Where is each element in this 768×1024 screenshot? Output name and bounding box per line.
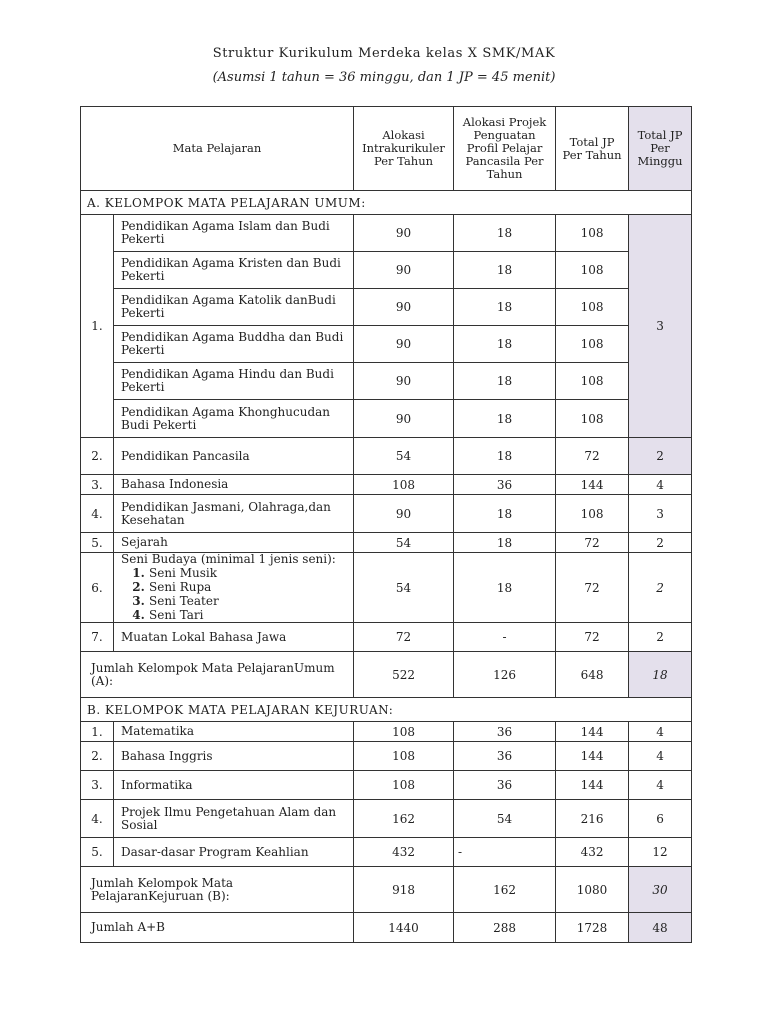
table-row (81, 475, 692, 495)
subject-name: Dasar-dasar Program Keahlian (114, 838, 354, 867)
total-year-value: 108 (556, 326, 629, 363)
subject-name: Pendidikan Pancasila (114, 438, 354, 475)
total-year-value: 108 (556, 215, 629, 252)
document-title: Struktur Kurikulum Merdeka kelas X SMK/MAK (212, 46, 556, 61)
jumlah-a-label: Jumlah Kelompok Mata PelajaranUmum (A): (81, 652, 354, 698)
seni-option: 3. Seni Teater (149, 594, 349, 608)
projek-value: 18 (454, 252, 556, 289)
subject-name: Bahasa Inggris (114, 742, 354, 771)
projek-value: 18 (454, 326, 556, 363)
row-number: 1. (81, 215, 114, 438)
total-week-value: 2 (629, 438, 692, 475)
header-mata-pelajaran: Mata Pelajaran (81, 107, 354, 191)
intra-value: 108 (354, 771, 454, 800)
table-row (81, 252, 692, 289)
subject-name: Pendidikan Agama Kristen dan Budi Pekerti (114, 252, 354, 289)
total-week-value: 2 (629, 553, 692, 623)
jumlah-a-projek: 126 (454, 652, 556, 698)
header-intrakurikuler: Alokasi Intrakurikuler Per Tahun (354, 107, 454, 191)
total-week-value: 2 (629, 533, 692, 553)
total-year-value: 108 (556, 252, 629, 289)
total-week-value: 3 (629, 215, 692, 438)
total-year-value: 108 (556, 363, 629, 400)
total-year-value: 108 (556, 495, 629, 533)
curriculum-table (80, 106, 692, 943)
table-row (81, 438, 692, 475)
row-number: 6. (81, 553, 114, 623)
total-week-value: 3 (629, 495, 692, 533)
projek-value: - (454, 623, 556, 652)
subject-name: Pendidikan Agama Khonghucudan Budi Pekerti (114, 400, 354, 438)
intra-value: 108 (354, 475, 454, 495)
row-number: 1. (81, 722, 114, 742)
subject-name: Muatan Lokal Bahasa Jawa (114, 623, 354, 652)
projek-value: 36 (454, 771, 556, 800)
projek-value: - (454, 838, 556, 867)
row-number: 7. (81, 623, 114, 652)
intra-value: 54 (354, 533, 454, 553)
intra-value: 432 (354, 838, 454, 867)
table-row (81, 495, 692, 533)
total-year-value: 72 (556, 533, 629, 553)
total-year-value: 72 (556, 438, 629, 475)
jumlah-ab-label: Jumlah A+B (81, 913, 354, 943)
intra-value: 108 (354, 742, 454, 771)
total-week-value: 4 (629, 722, 692, 742)
total-year-value: 144 (556, 742, 629, 771)
intra-value: 90 (354, 495, 454, 533)
total-year-value: 108 (556, 400, 629, 438)
jumlah-a-row (81, 652, 692, 698)
row-number: 3. (81, 771, 114, 800)
projek-value: 18 (454, 363, 556, 400)
subject-name: Pendidikan Agama Islam dan Budi Pekerti (114, 215, 354, 252)
header-total-minggu: Total JP Per Minggu (629, 107, 692, 191)
subject-name: Pendidikan Agama Buddha dan Budi Pekerti (114, 326, 354, 363)
seni-options-list (121, 566, 349, 622)
jumlah-b-minggu: 30 (629, 867, 692, 913)
total-year-value: 216 (556, 800, 629, 838)
total-year-value: 144 (556, 475, 629, 495)
intra-value: 54 (354, 553, 454, 623)
table-row (81, 363, 692, 400)
projek-value: 18 (454, 438, 556, 475)
row-number: 3. (81, 475, 114, 495)
table-row (81, 771, 692, 800)
table-row (81, 838, 692, 867)
subject-name: Matematika (114, 722, 354, 742)
intra-value: 72 (354, 623, 454, 652)
subject-name (114, 553, 354, 623)
row-number: 4. (81, 495, 114, 533)
header-projek: Alokasi Projek Penguatan Profil Pelajar Pancasila Per Tahun (454, 107, 556, 191)
row-number: 5. (81, 533, 114, 553)
total-year-value: 72 (556, 553, 629, 623)
total-week-value: 2 (629, 623, 692, 652)
projek-value: 18 (454, 400, 556, 438)
intra-value: 108 (354, 722, 454, 742)
section-a-heading: A. KELOMPOK MATA PELAJARAN UMUM: (81, 191, 692, 215)
row-number: 2. (81, 742, 114, 771)
jumlah-ab-row (81, 913, 692, 943)
total-week-value: 4 (629, 742, 692, 771)
jumlah-b-total: 1080 (556, 867, 629, 913)
total-week-value: 4 (629, 475, 692, 495)
intra-value: 90 (354, 326, 454, 363)
table-row (81, 722, 692, 742)
total-year-value: 72 (556, 623, 629, 652)
intra-value: 90 (354, 363, 454, 400)
document-subtitle: (Asumsi 1 tahun = 36 minggu, dan 1 JP = 45 menit) (212, 70, 556, 85)
seni-option: 2. Seni Rupa (149, 580, 349, 594)
projek-value: 36 (454, 742, 556, 771)
total-year-value: 144 (556, 722, 629, 742)
seni-option: 1. Seni Musik (149, 566, 349, 580)
table-row (81, 553, 692, 623)
subject-name: Pendidikan Agama Hindu dan Budi Pekerti (114, 363, 354, 400)
subject-name: Informatika (114, 771, 354, 800)
total-year-value: 432 (556, 838, 629, 867)
jumlah-b-projek: 162 (454, 867, 556, 913)
projek-value: 18 (454, 533, 556, 553)
jumlah-a-total: 648 (556, 652, 629, 698)
table-row (81, 533, 692, 553)
jumlah-a-intra: 522 (354, 652, 454, 698)
jumlah-ab-total: 1728 (556, 913, 629, 943)
subject-name: Pendidikan Jasmani, Olahraga,dan Kesehatan (114, 495, 354, 533)
projek-value: 18 (454, 495, 556, 533)
table-row (81, 215, 692, 252)
table-header-row (81, 107, 692, 191)
total-week-value: 12 (629, 838, 692, 867)
projek-value: 36 (454, 722, 556, 742)
intra-value: 54 (354, 438, 454, 475)
intra-value: 90 (354, 252, 454, 289)
jumlah-a-minggu: 18 (629, 652, 692, 698)
total-week-value: 4 (629, 771, 692, 800)
total-year-value: 108 (556, 289, 629, 326)
table-row (81, 800, 692, 838)
subject-name: Bahasa Indonesia (114, 475, 354, 495)
row-number: 5. (81, 838, 114, 867)
row-number: 2. (81, 438, 114, 475)
intra-value: 90 (354, 289, 454, 326)
table-row (81, 326, 692, 363)
total-year-value: 144 (556, 771, 629, 800)
seni-option: 4. Seni Tari (149, 608, 349, 622)
projek-value: 18 (454, 289, 556, 326)
section-b-heading: B. KELOMPOK MATA PELAJARAN KEJURUAN: (81, 698, 692, 722)
jumlah-ab-minggu: 48 (629, 913, 692, 943)
jumlah-b-intra: 918 (354, 867, 454, 913)
projek-value: 18 (454, 215, 556, 252)
table-row (81, 623, 692, 652)
subject-name: Projek Ilmu Pengetahuan Alam dan Sosial (114, 800, 354, 838)
projek-value: 36 (454, 475, 556, 495)
jumlah-b-row (81, 867, 692, 913)
total-week-value: 6 (629, 800, 692, 838)
projek-value: 18 (454, 553, 556, 623)
table-row (81, 289, 692, 326)
subject-name: Pendidikan Agama Katolik danBudi Pekerti (114, 289, 354, 326)
intra-value: 162 (354, 800, 454, 838)
seni-budaya-label: Seni Budaya (minimal 1 jenis seni): (121, 552, 336, 566)
header-total-tahun: Total JP Per Tahun (556, 107, 629, 191)
intra-value: 90 (354, 215, 454, 252)
jumlah-ab-intra: 1440 (354, 913, 454, 943)
jumlah-ab-projek: 288 (454, 913, 556, 943)
projek-value: 54 (454, 800, 556, 838)
table-row (81, 400, 692, 438)
table-row (81, 742, 692, 771)
jumlah-b-label: Jumlah Kelompok Mata PelajaranKejuruan (B): (81, 867, 354, 913)
row-number: 4. (81, 800, 114, 838)
subject-name: Sejarah (114, 533, 354, 553)
intra-value: 90 (354, 400, 454, 438)
